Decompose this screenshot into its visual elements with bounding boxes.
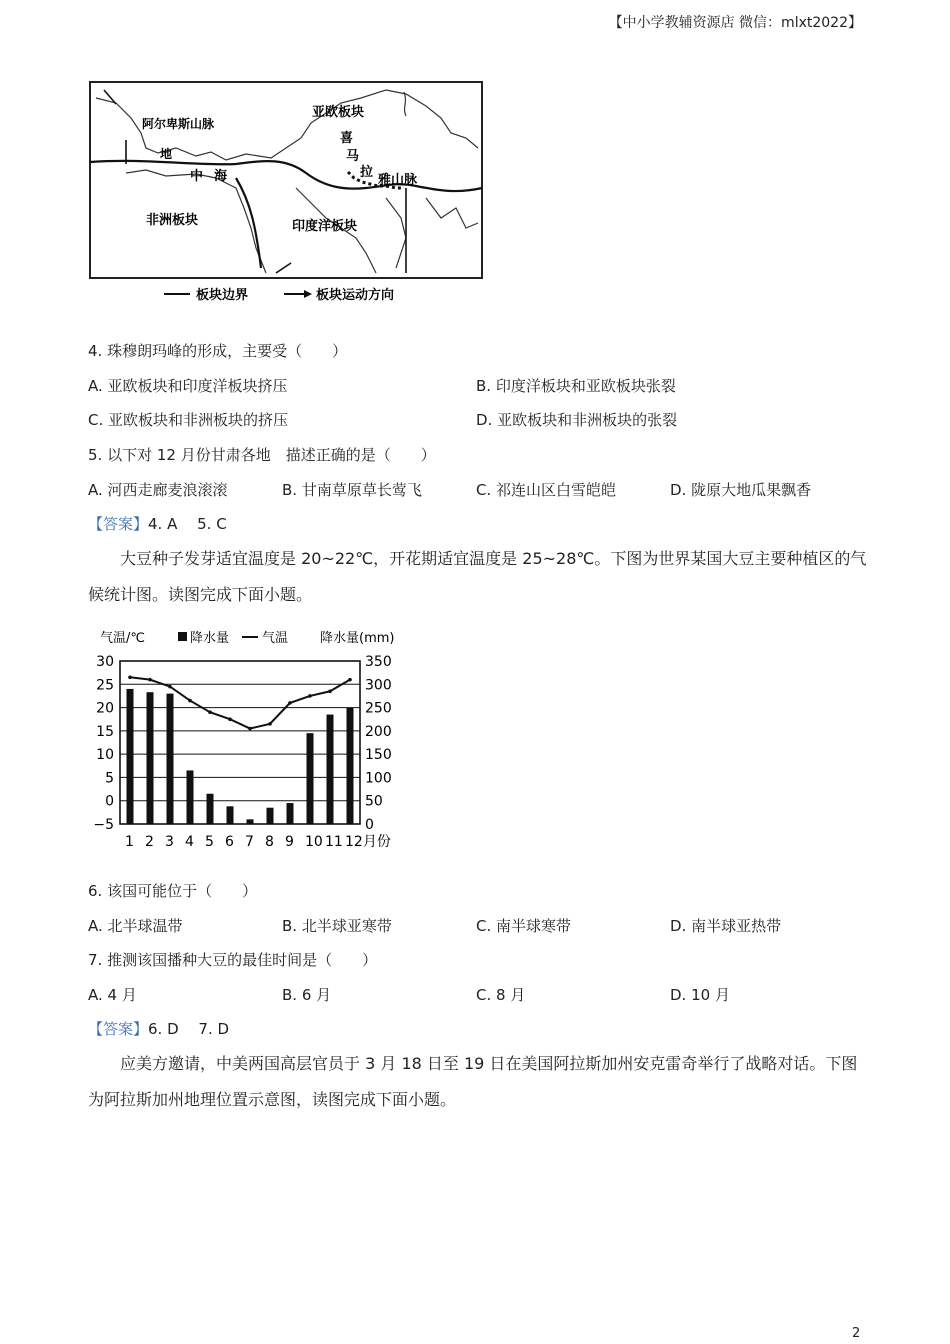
q5-stem: 5. 以下对 12 月份甘肃各地 描述正确的是（ ） (88, 446, 436, 464)
precip-bar (287, 803, 294, 824)
x-tick-label: 6 (225, 834, 234, 850)
legend-motion-arrowhead (304, 290, 312, 298)
intro-paragraph-2: 应美方邀请，中美两国高层官员于 3 月 18 日至 19 日在美国阿拉斯加州安克雷奇举行了战略对话。下图为阿拉斯加州地理位置示意图，读图完成下面小题。 (88, 1054, 858, 1109)
label-him-1: 喜 (340, 131, 354, 146)
x-tick-label: 12月份 (345, 834, 391, 850)
y-left-tick-label: 5 (105, 770, 114, 787)
x-tick-label: 1 (125, 834, 134, 850)
x-tick-label: 7 (245, 834, 254, 850)
legend-motion-label: 板块运动方向 (316, 288, 395, 303)
q5-option-d[interactable]: D. 陇原大地瓜果飘香 (670, 481, 812, 499)
legend-bar-swatch (178, 632, 187, 641)
answer-tag: 【答案】 (88, 1020, 149, 1038)
precip-bar (227, 806, 234, 824)
q7-option-b[interactable]: B. 6 月 (282, 986, 332, 1004)
temp-point (268, 722, 272, 726)
y-left-axis-label: 气温/℃ (100, 631, 145, 646)
temp-point (208, 710, 212, 714)
y-left-tick-label: 20 (96, 700, 114, 717)
temp-point (148, 678, 152, 682)
temp-point (188, 699, 192, 703)
temp-point (248, 727, 252, 731)
x-tick-label: 4 (185, 834, 194, 850)
y-left-tick-label: 30 (96, 654, 114, 670)
precip-bar (267, 808, 274, 824)
x-tick-label: 10 (305, 834, 323, 850)
plate-map-figure (86, 78, 496, 310)
temp-point (228, 717, 232, 721)
label-sea-a: 地 (160, 147, 173, 161)
temp-point (348, 678, 352, 682)
y-right-tick-label: 150 (365, 747, 392, 764)
y-right-tick-label: 0 (365, 817, 374, 833)
q5-option-b[interactable]: B. 甘南草原草长莺飞 (282, 481, 422, 499)
q6-stem: 6. 该国可能位于（ ） (88, 882, 258, 900)
x-tick-label: 8 (265, 834, 274, 850)
q6-option-b[interactable]: B. 北半球亚寒带 (282, 917, 392, 935)
temp-point (308, 694, 312, 698)
answer-text: 6. D 7. D (148, 1020, 230, 1038)
climate-chart (86, 624, 416, 856)
label-indian-plate: 印度洋板块 (292, 219, 358, 234)
q7-stem: 7. 推测该国播种大豆的最佳时间是（ ） (88, 951, 378, 969)
q6-option-c[interactable]: C. 南半球寒带 (476, 917, 572, 935)
y-right-tick-label: 350 (365, 654, 392, 670)
q4-option-c[interactable]: C. 亚欧板块和非洲板块的挤压 (88, 411, 289, 429)
label-african-plate: 非洲板块 (146, 213, 199, 228)
answer-block-2 (88, 1018, 229, 1039)
q4-option-b[interactable]: B. 印度洋板块和亚欧板块张裂 (476, 377, 676, 395)
intro-paragraph-1: 大豆种子发芽适宜温度是 20~22℃，开花期适宜温度是 25~28℃。下图为世界某国大豆主要种植区的气候统计图。读图完成下面小题。 (88, 549, 867, 604)
temp-point (168, 685, 172, 689)
temp-line (130, 677, 350, 728)
legend-boundary-label: 板块边界 (196, 288, 249, 303)
y-right-axis-label: 降水量(mm) (320, 631, 395, 646)
precip-bar (207, 794, 214, 824)
q5-option-a[interactable]: A. 河西走廊麦浪滚滚 (88, 481, 228, 499)
q4-option-d[interactable]: D. 亚欧板块和非洲板块的张裂 (476, 411, 678, 429)
x-tick-label: 2 (145, 834, 154, 850)
q7-option-a[interactable]: A. 4 月 (88, 986, 137, 1004)
q5-option-c[interactable]: C. 祁连山区白雪皑皑 (476, 481, 617, 499)
plot-frame (120, 661, 360, 824)
temp-point (288, 701, 292, 705)
x-tick-label: 9 (285, 834, 294, 850)
answer-block-1 (88, 513, 227, 534)
label-him-3: 拉 (360, 165, 374, 180)
x-tick-label: 5 (205, 834, 214, 850)
precip-bar (147, 692, 154, 824)
y-right-tick-label: 250 (365, 700, 392, 717)
y-left-tick-label: 0 (105, 793, 114, 810)
temp-point (328, 689, 332, 693)
y-right-tick-label: 300 (365, 677, 392, 694)
q7-option-d[interactable]: D. 10 月 (670, 986, 730, 1004)
page-header: 【中小学教辅资源店 微信：mlxt2022】 (608, 15, 862, 31)
temp-point (128, 676, 132, 680)
precip-bar (187, 770, 194, 824)
x-tick-label: 11 (325, 834, 343, 850)
q6-option-d[interactable]: D. 南半球亚热带 (670, 917, 782, 935)
y-left-tick-label: −5 (93, 817, 114, 833)
y-left-tick-label: 10 (96, 747, 114, 764)
precip-bar (247, 819, 254, 824)
label-sea-b: 中 (190, 169, 204, 184)
y-left-tick-label: 15 (96, 723, 114, 740)
precip-bar (347, 708, 354, 824)
x-tick-label: 3 (165, 834, 174, 850)
q4-stem: 4. 珠穆朗玛峰的形成，主要受（ ） (88, 342, 348, 360)
y-right-tick-label: 200 (365, 723, 392, 740)
label-sea-c: 海 (214, 169, 228, 184)
precip-bar (327, 715, 334, 824)
q6-option-a[interactable]: A. 北半球温带 (88, 917, 183, 935)
page-number: 2 (852, 1326, 861, 1341)
legend-precip-label: 降水量 (190, 631, 230, 646)
label-alps: 阿尔卑斯山脉 (142, 117, 215, 131)
map-frame (90, 82, 482, 278)
label-him-2: 马 (346, 149, 360, 164)
q7-option-c[interactable]: C. 8 月 (476, 986, 526, 1004)
answer-text: 4. A 5. C (148, 515, 227, 533)
y-right-tick-label: 50 (365, 793, 383, 810)
y-left-tick-label: 25 (96, 677, 114, 694)
legend-temp-label: 气温 (262, 631, 289, 646)
answer-tag: 【答案】 (88, 515, 149, 533)
y-right-tick-label: 100 (365, 770, 392, 787)
precip-bar (307, 733, 314, 824)
q4-option-a[interactable]: A. 亚欧板块和印度洋板块挤压 (88, 377, 288, 395)
precip-bar (127, 689, 134, 824)
label-eurasian-plate: 亚欧板块 (312, 105, 365, 120)
label-him-4: 雅山脉 (378, 173, 418, 188)
precip-bar (167, 694, 174, 824)
